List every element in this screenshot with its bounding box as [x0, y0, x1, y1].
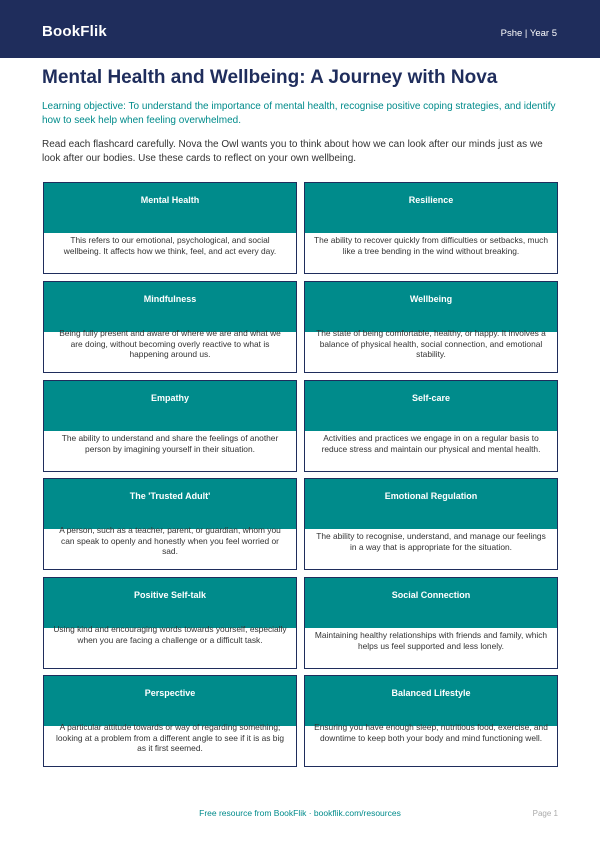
- flashcard-header: [305, 183, 557, 233]
- flashcard-definition: The state of being comfortable, healthy, or happy. It involves a balance of physical health, social connection, and emotional stability.: [316, 328, 546, 360]
- flashcard-term: The 'Trusted Adult': [129, 491, 211, 501]
- flashcard-header: [44, 578, 296, 628]
- page-title: Mental Health and Wellbeing: A Journey with Nova: [42, 67, 498, 88]
- flashcard-header: [305, 381, 557, 431]
- flashcard-term: Perspective: [144, 688, 196, 698]
- flashcard-social-connection: [304, 577, 558, 669]
- flashcard-term: Self-care: [411, 393, 451, 403]
- flashcard-term: Emotional Regulation: [384, 491, 478, 501]
- footer-resource-link[interactable]: Free resource from BookFlik · bookflik.com/resources: [199, 808, 401, 818]
- flashcard-definition: This refers to our emotional, psychological, and social wellbeing. It affects how we think, feel, and act every day.: [63, 235, 277, 256]
- flashcard-term: Positive Self-talk: [133, 590, 207, 600]
- flashcard-emotional-regulation: [304, 478, 558, 570]
- flashcard-definition: The ability to understand and share the feelings of another person by imagining yourself in their situation.: [61, 433, 279, 454]
- flashcard-definition: Ensuring you have enough sleep, nutritious food, exercise, and downtime to keep both your body and mind functioning well.: [314, 722, 548, 743]
- flashcard-definition: Using kind and encouraging words towards yourself, especially when you are facing a challenge or a difficult task.: [53, 624, 287, 645]
- flashcard-definition: The ability to recover quickly from difficulties or setbacks, much like a tree bending in the wind without breaking.: [314, 235, 548, 256]
- flashcard-mental-health: [43, 182, 297, 274]
- flashcard-term: Balanced Lifestyle: [391, 688, 471, 698]
- flashcard-term: Social Connection: [391, 590, 471, 600]
- flashcard-mindfulness: [43, 281, 297, 373]
- intro-text: Read each flashcard carefully. Nova the Owl wants you to think about how we can look after our minds just as we look after our bodies. Use these cards to reflect on your own wellbeing.: [42, 139, 543, 164]
- subject-year-label: Pshe | Year 5: [500, 28, 557, 39]
- flashcard-trusted-adult: [43, 478, 297, 570]
- flashcard-resilience: [304, 182, 558, 274]
- flashcard-term: Mental Health: [140, 195, 200, 205]
- flashcard-term: Mindfulness: [143, 294, 197, 304]
- page-number: Page 1: [532, 809, 558, 818]
- flashcard-header: [44, 282, 296, 332]
- flashcard-balanced-lifestyle: [304, 675, 558, 767]
- flashcard-definition: Being fully present and aware of where we are and what we are doing, without becoming overly reactive to what is happening around us.: [59, 328, 281, 360]
- flashcard-term: Empathy: [150, 393, 189, 403]
- flashcard-self-care: [304, 380, 558, 472]
- flashcard-term: Resilience: [408, 195, 454, 205]
- flashcard-header: [305, 479, 557, 529]
- brand-logo-text[interactable]: BookFlik: [42, 23, 107, 40]
- flashcard-header: [305, 578, 557, 628]
- flashcard-wellbeing: [304, 281, 558, 373]
- flashcard-definition: The ability to recognise, understand, and manage our feelings in a way that is appropriate for the situation.: [316, 531, 546, 552]
- flashcard-empathy: [43, 380, 297, 472]
- flashcard-header: [305, 282, 557, 332]
- flashcard-term: Wellbeing: [409, 294, 453, 304]
- flashcard-header: [305, 676, 557, 726]
- flashcard-header: [44, 479, 296, 529]
- flashcard-header: [44, 676, 296, 726]
- flashcard-positive-self-talk: [43, 577, 297, 669]
- flashcard-definition: A person, such as a teacher, parent, or guardian, whom you can speak to openly and honestly when you feel worried or sad.: [59, 525, 281, 557]
- flashcard-definition: Activities and practices we engage in on a regular basis to reduce stress and maintain our physical and mental health.: [321, 433, 541, 454]
- flashcard-definition: A particular attitude towards or way of regarding something; looking at a problem from a different angle to see if it is as big as it first seemed.: [56, 722, 284, 754]
- flashcard-header: [44, 183, 296, 233]
- flashcard-perspective: [43, 675, 297, 767]
- learning-objective: Learning objective: To understand the importance of mental health, recognise positive coping strategies, and identify how to seek help when feeling overwhelmed.: [42, 101, 556, 126]
- flashcard-definition: Maintaining healthy relationships with friends and family, which helps us feel supported and less lonely.: [314, 630, 548, 651]
- top-banner: [0, 0, 600, 58]
- flashcard-header: [44, 381, 296, 431]
